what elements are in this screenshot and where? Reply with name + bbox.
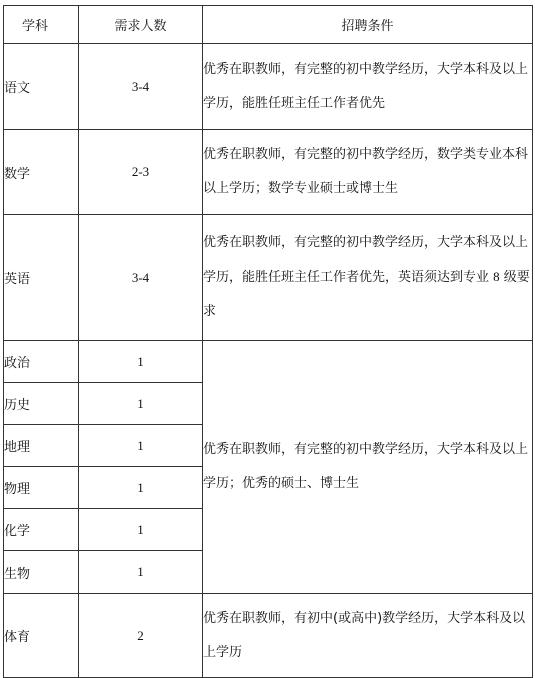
table-row <box>4 594 533 678</box>
subject-cell: 语文 <box>4 44 79 130</box>
count-cell: 1 <box>79 425 203 467</box>
subject-cell: 历史 <box>4 383 79 425</box>
header-subject: 学科 <box>4 6 79 44</box>
subject-cell: 地理 <box>4 425 79 467</box>
count-cell: 3-4 <box>79 44 203 130</box>
conditions-text-end: 级要求 <box>203 270 530 319</box>
count-cell: 2-3 <box>79 130 203 215</box>
subject-cell: 化学 <box>4 509 79 551</box>
count-cell: 1 <box>79 383 203 425</box>
count-cell: 1 <box>79 509 203 551</box>
header-row <box>4 6 533 44</box>
conditions-cell: 优秀在职教师，有初中(或高中)教学经历，大学本科及以上学历 <box>203 594 533 678</box>
header-conditions: 招聘条件 <box>203 6 533 44</box>
table-row <box>4 341 533 383</box>
count-cell: 2 <box>79 594 203 678</box>
table-row <box>4 215 533 341</box>
header-count: 需求人数 <box>79 6 203 44</box>
count-cell: 1 <box>79 341 203 383</box>
subject-cell: 物理 <box>4 467 79 509</box>
conditions-text: 优秀在职教师，有完整的初中教学经历，大学本科及以上学历，能胜任班主任工作者优先，英语须达到专业 <box>203 235 529 285</box>
table-row <box>4 44 533 130</box>
subject-cell: 政治 <box>4 341 79 383</box>
count-cell: 1 <box>79 551 203 594</box>
subject-cell: 英语 <box>4 215 79 341</box>
subject-cell: 体育 <box>4 594 79 678</box>
conditions-cell <box>203 215 533 341</box>
subject-cell: 生物 <box>4 551 79 594</box>
subject-cell: 数学 <box>4 130 79 215</box>
conditions-cell: 优秀在职教师，有完整的初中教学经历，大学本科及以上学历，能胜任班主任工作者优先 <box>203 44 533 130</box>
count-cell: 3-4 <box>79 215 203 341</box>
conditions-cell: 优秀在职教师，有完整的初中教学经历，数学类专业本科以上学历；数学专业硕士或博士生 <box>203 130 533 215</box>
conditions-level: 8 <box>493 269 500 284</box>
count-cell: 1 <box>79 467 203 509</box>
recruitment-table <box>3 5 533 678</box>
table-row <box>4 130 533 215</box>
shared-conditions-cell: 优秀在职教师，有完整的初中教学经历，大学本科及以上学历；优秀的硕士、博士生 <box>203 341 533 594</box>
